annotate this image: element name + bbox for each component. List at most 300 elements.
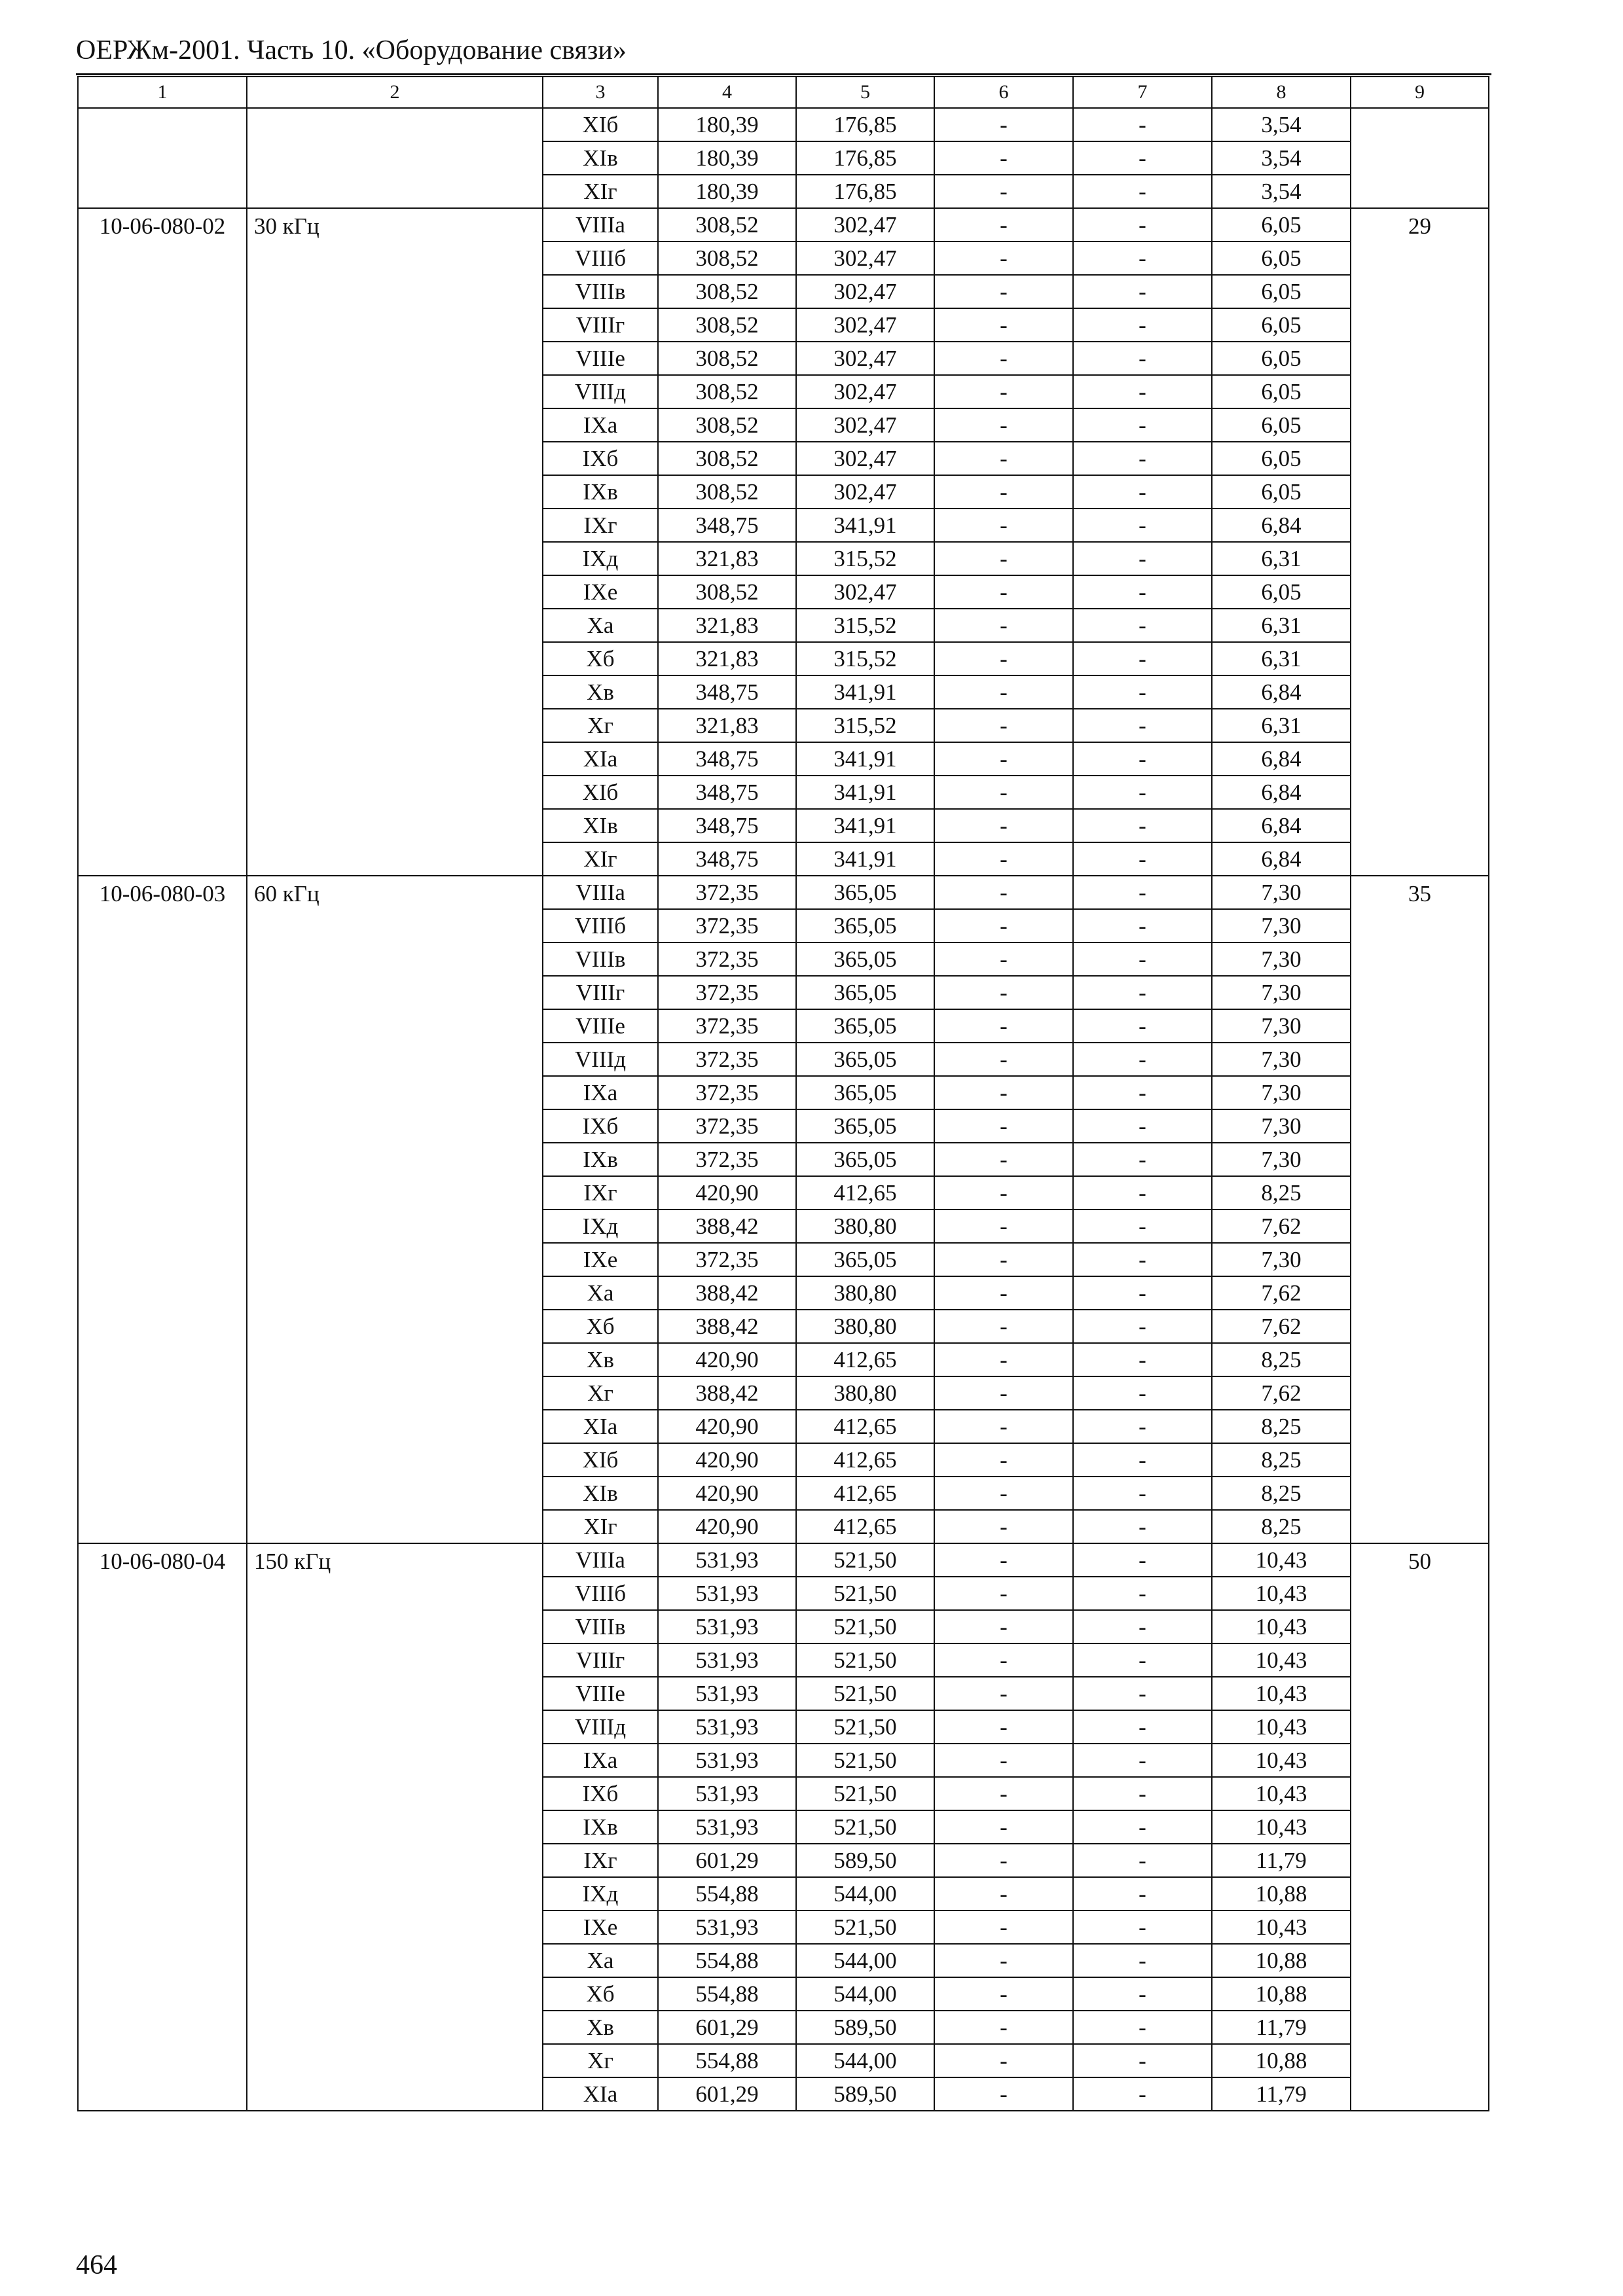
machine-cell: -: [934, 408, 1073, 442]
price-cell: 308,52: [658, 375, 796, 408]
incl-driver-cell: -: [1073, 1076, 1212, 1109]
materials-cell: 10,43: [1212, 1543, 1351, 1577]
class-cell: IXв: [543, 1810, 658, 1844]
price-cell: 308,52: [658, 442, 796, 475]
wage-cell: 589,50: [796, 1844, 934, 1877]
machine-cell: -: [934, 1109, 1073, 1143]
machine-cell: -: [934, 876, 1073, 909]
price-cell: 348,75: [658, 742, 796, 776]
wage-cell: 544,00: [796, 2044, 934, 2077]
incl-driver-cell: -: [1073, 1210, 1212, 1243]
machine-cell: -: [934, 1810, 1073, 1844]
materials-cell: 10,43: [1212, 1744, 1351, 1777]
incl-driver-cell: -: [1073, 1877, 1212, 1910]
price-cell: 372,35: [658, 1009, 796, 1043]
wage-cell: 176,85: [796, 175, 934, 208]
page-header-title: ОЕРЖм-2001. Часть 10. «Оборудование связи»: [76, 35, 627, 65]
price-cell: 388,42: [658, 1376, 796, 1410]
price-cell: 388,42: [658, 1276, 796, 1310]
class-cell: Xб: [543, 1310, 658, 1343]
incl-driver-cell: -: [1073, 141, 1212, 175]
class-cell: VIIIв: [543, 1610, 658, 1643]
incl-driver-cell: -: [1073, 1710, 1212, 1744]
materials-cell: 10,43: [1212, 1577, 1351, 1610]
wage-cell: 341,91: [796, 842, 934, 876]
incl-driver-cell: -: [1073, 1844, 1212, 1877]
price-cell: 180,39: [658, 175, 796, 208]
price-cell: 348,75: [658, 776, 796, 809]
incl-driver-cell: -: [1073, 208, 1212, 242]
class-cell: Xа: [543, 1944, 658, 1977]
class-cell: Xв: [543, 2011, 658, 2044]
materials-cell: 10,43: [1212, 1710, 1351, 1744]
table-row: [78, 1543, 1489, 1577]
machine-cell: -: [934, 1143, 1073, 1176]
price-cell: 554,88: [658, 1977, 796, 2011]
machine-cell: -: [934, 509, 1073, 542]
materials-cell: 7,30: [1212, 1043, 1351, 1076]
price-cell: 531,93: [658, 1577, 796, 1610]
machine-cell: -: [934, 108, 1073, 141]
rates-table: [77, 76, 1489, 2111]
incl-driver-cell: -: [1073, 942, 1212, 976]
class-cell: VIIIе: [543, 342, 658, 375]
machine-cell: -: [934, 742, 1073, 776]
price-cell: 420,90: [658, 1343, 796, 1376]
machine-cell: -: [934, 976, 1073, 1009]
wage-cell: 176,85: [796, 141, 934, 175]
class-cell: XIв: [543, 809, 658, 842]
materials-cell: 7,30: [1212, 1076, 1351, 1109]
class-cell: XIг: [543, 175, 658, 208]
price-cell: 308,52: [658, 475, 796, 509]
machine-cell: -: [934, 642, 1073, 675]
class-cell: XIа: [543, 742, 658, 776]
class-cell: Xа: [543, 609, 658, 642]
incl-driver-cell: -: [1073, 1343, 1212, 1376]
price-cell: 180,39: [658, 141, 796, 175]
incl-driver-cell: -: [1073, 242, 1212, 275]
price-cell: 372,35: [658, 1143, 796, 1176]
wage-cell: 302,47: [796, 375, 934, 408]
wage-cell: 176,85: [796, 108, 934, 141]
wage-cell: 365,05: [796, 1076, 934, 1109]
materials-cell: 10,88: [1212, 1944, 1351, 1977]
wage-cell: 521,50: [796, 1777, 934, 1810]
rate-name-cell: 150 кГц: [247, 1543, 543, 2111]
rates-table-container: [77, 76, 1488, 2111]
materials-cell: 3,54: [1212, 175, 1351, 208]
machine-cell: -: [934, 1877, 1073, 1910]
incl-driver-cell: -: [1073, 1944, 1212, 1977]
class-cell: XIб: [543, 1443, 658, 1477]
price-cell: 348,75: [658, 842, 796, 876]
machine-cell: -: [934, 609, 1073, 642]
class-cell: Xв: [543, 1343, 658, 1376]
wage-cell: 341,91: [796, 675, 934, 709]
wage-cell: 341,91: [796, 509, 934, 542]
class-cell: IXе: [543, 1910, 658, 1944]
machine-cell: -: [934, 308, 1073, 342]
incl-driver-cell: -: [1073, 542, 1212, 575]
class-cell: IXд: [543, 542, 658, 575]
materials-cell: 7,30: [1212, 1143, 1351, 1176]
price-cell: 531,93: [658, 1744, 796, 1777]
materials-cell: 10,43: [1212, 1810, 1351, 1844]
incl-driver-cell: -: [1073, 408, 1212, 442]
price-cell: 372,35: [658, 1043, 796, 1076]
machine-cell: -: [934, 1610, 1073, 1643]
wage-cell: 302,47: [796, 242, 934, 275]
header-divider: [76, 73, 1491, 75]
incl-driver-cell: -: [1073, 976, 1212, 1009]
wage-cell: 302,47: [796, 475, 934, 509]
materials-cell: 11,79: [1212, 2077, 1351, 2111]
wage-cell: 365,05: [796, 1109, 934, 1143]
wage-cell: 341,91: [796, 742, 934, 776]
incl-driver-cell: -: [1073, 809, 1212, 842]
incl-driver-cell: -: [1073, 509, 1212, 542]
machine-cell: -: [934, 709, 1073, 742]
class-cell: XIв: [543, 1477, 658, 1510]
machine-cell: -: [934, 1477, 1073, 1510]
class-cell: XIа: [543, 2077, 658, 2111]
incl-driver-cell: -: [1073, 1143, 1212, 1176]
materials-cell: 7,62: [1212, 1276, 1351, 1310]
class-cell: IXг: [543, 1844, 658, 1877]
price-cell: 308,52: [658, 342, 796, 375]
incl-driver-cell: -: [1073, 642, 1212, 675]
price-cell: 531,93: [658, 1777, 796, 1810]
class-cell: Xб: [543, 1977, 658, 2011]
class-cell: Xг: [543, 1376, 658, 1410]
price-cell: 348,75: [658, 509, 796, 542]
machine-cell: -: [934, 1343, 1073, 1376]
materials-cell: 6,05: [1212, 575, 1351, 609]
price-cell: 308,52: [658, 575, 796, 609]
wage-cell: 521,50: [796, 1543, 934, 1577]
materials-cell: 8,25: [1212, 1510, 1351, 1543]
machine-cell: -: [934, 1744, 1073, 1777]
incl-driver-cell: -: [1073, 442, 1212, 475]
materials-cell: 8,25: [1212, 1176, 1351, 1210]
wage-cell: 302,47: [796, 342, 934, 375]
materials-cell: 6,84: [1212, 776, 1351, 809]
machine-cell: -: [934, 1710, 1073, 1744]
rate-name-cell: 60 кГц: [247, 876, 543, 1543]
page-number: 464: [76, 2250, 117, 2280]
price-cell: 554,88: [658, 2044, 796, 2077]
class-cell: VIIIд: [543, 1710, 658, 1744]
machine-cell: -: [934, 2077, 1073, 2111]
class-cell: IXб: [543, 442, 658, 475]
incl-driver-cell: -: [1073, 876, 1212, 909]
wage-cell: 341,91: [796, 809, 934, 842]
materials-cell: 10,43: [1212, 1910, 1351, 1944]
materials-cell: 6,84: [1212, 509, 1351, 542]
incl-driver-cell: -: [1073, 1643, 1212, 1677]
class-cell: XIб: [543, 108, 658, 141]
incl-driver-cell: -: [1073, 108, 1212, 141]
machine-cell: -: [934, 776, 1073, 809]
column-number-cell: 7: [1073, 77, 1212, 108]
class-cell: Xг: [543, 709, 658, 742]
price-cell: 420,90: [658, 1176, 796, 1210]
machine-cell: -: [934, 575, 1073, 609]
wage-cell: 365,05: [796, 1009, 934, 1043]
machine-cell: -: [934, 1176, 1073, 1210]
price-cell: 388,42: [658, 1210, 796, 1243]
machine-cell: -: [934, 141, 1073, 175]
materials-cell: 6,31: [1212, 609, 1351, 642]
class-cell: VIIIб: [543, 242, 658, 275]
machine-cell: -: [934, 675, 1073, 709]
price-cell: 308,52: [658, 275, 796, 308]
class-cell: XIб: [543, 776, 658, 809]
column-number-cell: 3: [543, 77, 658, 108]
class-cell: VIIIб: [543, 1577, 658, 1610]
materials-cell: 7,30: [1212, 1109, 1351, 1143]
wage-cell: 365,05: [796, 976, 934, 1009]
machine-cell: -: [934, 208, 1073, 242]
class-cell: VIIIг: [543, 976, 658, 1009]
column-number-cell: 1: [78, 77, 247, 108]
incl-driver-cell: -: [1073, 2011, 1212, 2044]
wage-cell: 521,50: [796, 1610, 934, 1643]
incl-driver-cell: -: [1073, 2077, 1212, 2111]
machine-cell: -: [934, 1677, 1073, 1710]
price-cell: 601,29: [658, 1844, 796, 1877]
wage-cell: 302,47: [796, 208, 934, 242]
incl-driver-cell: -: [1073, 375, 1212, 408]
wage-cell: 380,80: [796, 1210, 934, 1243]
class-cell: IXе: [543, 575, 658, 609]
mass-cell: [1351, 108, 1489, 208]
materials-cell: 10,43: [1212, 1643, 1351, 1677]
incl-driver-cell: -: [1073, 1577, 1212, 1610]
machine-cell: -: [934, 375, 1073, 408]
price-cell: 531,93: [658, 1643, 796, 1677]
machine-cell: -: [934, 842, 1073, 876]
machine-cell: -: [934, 1643, 1073, 1677]
class-cell: VIIIг: [543, 308, 658, 342]
class-cell: XIв: [543, 141, 658, 175]
incl-driver-cell: -: [1073, 675, 1212, 709]
wage-cell: 365,05: [796, 1043, 934, 1076]
machine-cell: -: [934, 1410, 1073, 1443]
materials-cell: 7,30: [1212, 876, 1351, 909]
price-cell: 531,93: [658, 1610, 796, 1643]
incl-driver-cell: -: [1073, 1376, 1212, 1410]
incl-driver-cell: -: [1073, 842, 1212, 876]
wage-cell: 302,47: [796, 408, 934, 442]
price-cell: 372,35: [658, 876, 796, 909]
incl-driver-cell: -: [1073, 475, 1212, 509]
class-cell: IXв: [543, 475, 658, 509]
incl-driver-cell: -: [1073, 1043, 1212, 1076]
class-cell: Xв: [543, 675, 658, 709]
class-cell: VIIIв: [543, 275, 658, 308]
machine-cell: -: [934, 1276, 1073, 1310]
rate-code-cell: 10-06-080-03: [78, 876, 247, 1543]
wage-cell: 380,80: [796, 1376, 934, 1410]
machine-cell: -: [934, 1577, 1073, 1610]
materials-cell: 10,88: [1212, 2044, 1351, 2077]
rate-code-cell: 10-06-080-04: [78, 1543, 247, 2111]
class-cell: VIIIе: [543, 1009, 658, 1043]
incl-driver-cell: -: [1073, 308, 1212, 342]
materials-cell: 6,05: [1212, 475, 1351, 509]
wage-cell: 365,05: [796, 909, 934, 942]
incl-driver-cell: -: [1073, 1977, 1212, 2011]
materials-cell: 10,88: [1212, 1877, 1351, 1910]
class-cell: IXг: [543, 1176, 658, 1210]
price-cell: 420,90: [658, 1410, 796, 1443]
machine-cell: -: [934, 2044, 1073, 2077]
price-cell: 420,90: [658, 1477, 796, 1510]
wage-cell: 589,50: [796, 2077, 934, 2111]
materials-cell: 6,05: [1212, 375, 1351, 408]
price-cell: 372,35: [658, 1109, 796, 1143]
price-cell: 531,93: [658, 1810, 796, 1844]
mass-cell: 50: [1351, 1543, 1489, 2111]
price-cell: 372,35: [658, 1076, 796, 1109]
machine-cell: -: [934, 1376, 1073, 1410]
incl-driver-cell: -: [1073, 575, 1212, 609]
wage-cell: 521,50: [796, 1810, 934, 1844]
incl-driver-cell: -: [1073, 1777, 1212, 1810]
wage-cell: 412,65: [796, 1477, 934, 1510]
machine-cell: -: [934, 1510, 1073, 1543]
price-cell: 420,90: [658, 1510, 796, 1543]
machine-cell: -: [934, 809, 1073, 842]
wage-cell: 544,00: [796, 1977, 934, 2011]
materials-cell: 7,30: [1212, 1243, 1351, 1276]
materials-cell: 6,84: [1212, 675, 1351, 709]
price-cell: 554,88: [658, 1877, 796, 1910]
materials-cell: 6,05: [1212, 342, 1351, 375]
machine-cell: -: [934, 942, 1073, 976]
incl-driver-cell: -: [1073, 1310, 1212, 1343]
wage-cell: 365,05: [796, 876, 934, 909]
price-cell: 601,29: [658, 2011, 796, 2044]
wage-cell: 365,05: [796, 1143, 934, 1176]
wage-cell: 365,05: [796, 942, 934, 976]
materials-cell: 10,43: [1212, 1677, 1351, 1710]
materials-cell: 3,54: [1212, 108, 1351, 141]
materials-cell: 3,54: [1212, 141, 1351, 175]
machine-cell: -: [934, 1076, 1073, 1109]
wage-cell: 521,50: [796, 1643, 934, 1677]
materials-cell: 6,05: [1212, 208, 1351, 242]
class-cell: VIIIа: [543, 1543, 658, 1577]
machine-cell: -: [934, 475, 1073, 509]
incl-driver-cell: -: [1073, 1443, 1212, 1477]
machine-cell: -: [934, 442, 1073, 475]
machine-cell: -: [934, 1243, 1073, 1276]
materials-cell: 7,62: [1212, 1376, 1351, 1410]
materials-cell: 6,05: [1212, 442, 1351, 475]
rates-table-body: [78, 77, 1489, 2111]
price-cell: 531,93: [658, 1710, 796, 1744]
machine-cell: -: [934, 2011, 1073, 2044]
price-cell: 372,35: [658, 1243, 796, 1276]
materials-cell: 6,31: [1212, 709, 1351, 742]
wage-cell: 302,47: [796, 308, 934, 342]
column-number-cell: 8: [1212, 77, 1351, 108]
incl-driver-cell: -: [1073, 1510, 1212, 1543]
materials-cell: 6,84: [1212, 742, 1351, 776]
machine-cell: -: [934, 1977, 1073, 2011]
price-cell: 601,29: [658, 2077, 796, 2111]
incl-driver-cell: -: [1073, 1543, 1212, 1577]
price-cell: 531,93: [658, 1910, 796, 1944]
wage-cell: 341,91: [796, 776, 934, 809]
incl-driver-cell: -: [1073, 1810, 1212, 1844]
materials-cell: 11,79: [1212, 1844, 1351, 1877]
wage-cell: 521,50: [796, 1677, 934, 1710]
wage-cell: 302,47: [796, 275, 934, 308]
machine-cell: -: [934, 1777, 1073, 1810]
class-cell: VIIIв: [543, 942, 658, 976]
materials-cell: 11,79: [1212, 2011, 1351, 2044]
class-cell: VIIIд: [543, 1043, 658, 1076]
wage-cell: 380,80: [796, 1276, 934, 1310]
class-cell: IXе: [543, 1243, 658, 1276]
incl-driver-cell: -: [1073, 2044, 1212, 2077]
price-cell: 308,52: [658, 242, 796, 275]
materials-cell: 10,88: [1212, 1977, 1351, 2011]
wage-cell: 589,50: [796, 2011, 934, 2044]
wage-cell: 412,65: [796, 1410, 934, 1443]
machine-cell: -: [934, 1910, 1073, 1944]
incl-driver-cell: -: [1073, 275, 1212, 308]
class-cell: Xа: [543, 1276, 658, 1310]
incl-driver-cell: -: [1073, 742, 1212, 776]
mass-cell: 35: [1351, 876, 1489, 1543]
class-cell: VIIIг: [543, 1643, 658, 1677]
class-cell: VIIIа: [543, 876, 658, 909]
rate-name-cell: [247, 108, 543, 208]
price-cell: 388,42: [658, 1310, 796, 1343]
column-number-cell: 6: [934, 77, 1073, 108]
wage-cell: 315,52: [796, 542, 934, 575]
table-row: [78, 108, 1489, 141]
price-cell: 372,35: [658, 976, 796, 1009]
machine-cell: -: [934, 1043, 1073, 1076]
machine-cell: -: [934, 342, 1073, 375]
column-number-row: [78, 77, 1489, 108]
price-cell: 321,83: [658, 709, 796, 742]
class-cell: VIIIа: [543, 208, 658, 242]
materials-cell: 6,05: [1212, 242, 1351, 275]
class-cell: IXб: [543, 1109, 658, 1143]
wage-cell: 544,00: [796, 1877, 934, 1910]
materials-cell: 10,43: [1212, 1777, 1351, 1810]
incl-driver-cell: -: [1073, 609, 1212, 642]
price-cell: 348,75: [658, 809, 796, 842]
incl-driver-cell: -: [1073, 776, 1212, 809]
wage-cell: 365,05: [796, 1243, 934, 1276]
materials-cell: 7,30: [1212, 942, 1351, 976]
price-cell: 321,83: [658, 609, 796, 642]
materials-cell: 7,30: [1212, 1009, 1351, 1043]
incl-driver-cell: -: [1073, 175, 1212, 208]
incl-driver-cell: -: [1073, 1176, 1212, 1210]
wage-cell: 412,65: [796, 1343, 934, 1376]
incl-driver-cell: -: [1073, 1243, 1212, 1276]
price-cell: 308,52: [658, 308, 796, 342]
